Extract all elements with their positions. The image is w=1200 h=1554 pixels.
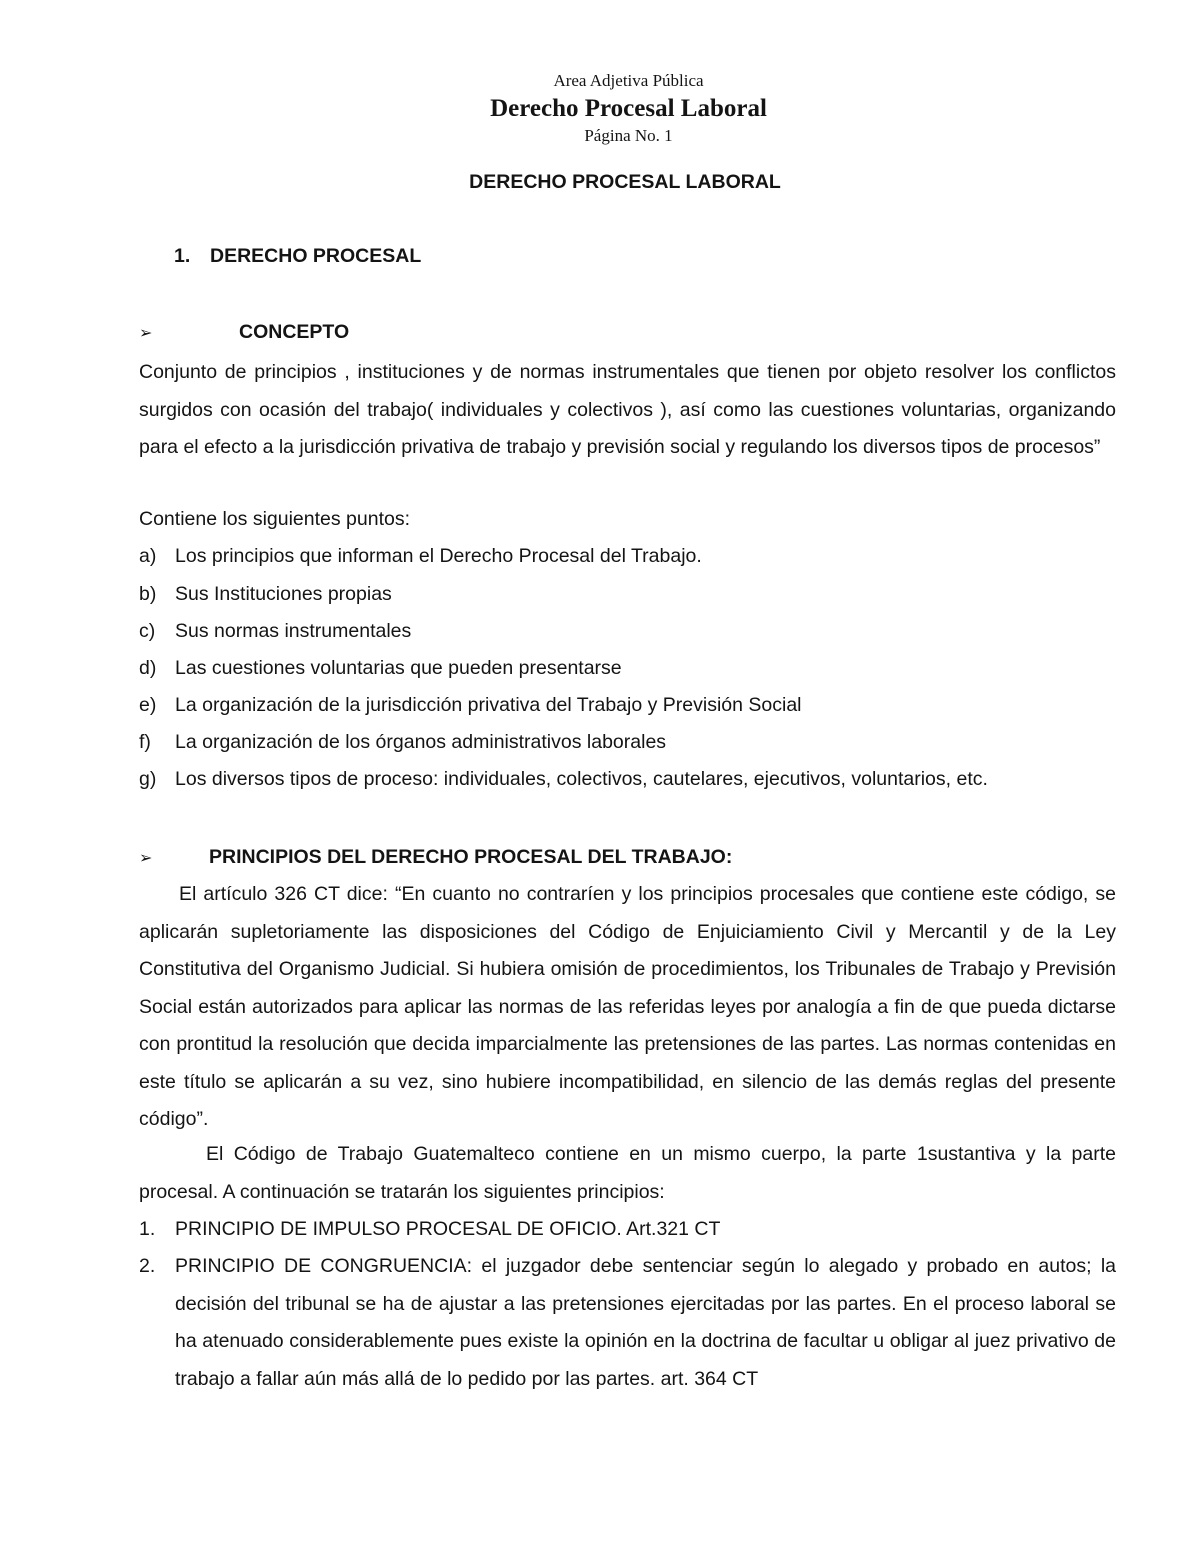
arrow-bullet-icon: ➢ (139, 323, 153, 342)
principle-item (139, 1211, 1116, 1249)
list-marker: e) (139, 694, 157, 716)
list-item (139, 731, 666, 754)
list-item-text: Sus Instituciones propias (175, 583, 392, 605)
principle-text: PRINCIPIO DE IMPULSO PROCESAL DE OFICIO. Art.321 CT (175, 1218, 721, 1240)
principle-item (139, 1248, 1116, 1398)
concepto-heading-label: CONCEPTO (239, 321, 350, 343)
list-item (139, 620, 411, 643)
list-item-text: Sus normas instrumentales (175, 620, 412, 642)
concepto-paragraph: Conjunto de principios , instituciones y de normas instrumentales que tienen por objeto resolver los conflictos surgidos con ocasión del trabajo( individuales y colectivos ), así como las cuestiones voluntarias, organizando para el efecto a la jurisdicción privativa de trabajo y previsión social y regulando los diversos tipos de procesos” (139, 361, 1116, 458)
list-item-text: La organización de la jurisdicción privativa del Trabajo y Previsión Social (175, 694, 802, 716)
section-title: DERECHO PROCESAL (210, 245, 422, 267)
header-area: Area Adjetiva Pública (553, 71, 704, 90)
principle-number: 1. (139, 1218, 156, 1240)
principle-number: 2. (139, 1255, 156, 1277)
list-item-text: La organización de los órganos administrativos laborales (175, 731, 667, 753)
codigo-paragraph: El Código de Trabajo Guatemalteco contiene en un mismo cuerpo, la parte 1sustantiva y la parte procesal. A continuación se tratarán los siguientes principios: (139, 1143, 1116, 1203)
principios-heading-label: PRINCIPIOS DEL DERECHO PROCESAL DEL TRABAJO: (209, 846, 733, 868)
list-item (139, 694, 802, 717)
list-marker: d) (139, 657, 157, 679)
page-title: DERECHO PROCESAL LABORAL (469, 171, 781, 193)
header-title: Derecho Procesal Laboral (490, 95, 767, 122)
arrow-bullet-icon: ➢ (139, 848, 153, 867)
points-intro: Contiene los siguientes puntos: (139, 508, 411, 530)
list-marker: c) (139, 620, 156, 642)
list-marker: g) (139, 768, 157, 790)
list-item-text: Las cuestiones voluntarias que pueden presentarse (175, 657, 622, 679)
article-326-paragraph: El artículo 326 CT dice: “En cuanto no contraríen y los principios procesales que contiene este código, se aplicarán supletoriamente las disposiciones del Código de Enjuiciamiento Civil y Mercantil y de la Ley Constitutiva del Organismo Judicial. Si hubiera omisión de procedimientos, los Tribunales de Trabajo y Previsión Social están autorizados para aplicar las normas de las referidas leyes por analogía a fin de que pueda dictarse con prontitud la resolución que decida imparcialmente las pretensiones de las partes. Las normas contenidas en este título se aplicarán a su vez, sino hubiere incompatibilidad, en silencio de las demás reglas del presente código”. (139, 883, 1116, 1130)
header-page-number: Página No. 1 (584, 126, 673, 145)
list-item (139, 545, 702, 568)
principle-text: PRINCIPIO DE CONGRUENCIA: el juzgador debe sentenciar según lo alegado y probado en autos; la decisión del tribunal se ha de ajustar a las pretensiones ejercitadas por las partes. En el proceso laboral se ha atenuado considerablemente pues existe la opinión en la doctrina de facultar u obligar al juez privativo de trabajo a fallar aún más allá de lo pedido por las partes. art. 364 CT (175, 1255, 1116, 1390)
list-item (139, 768, 988, 791)
list-item (139, 657, 622, 680)
list-marker: a) (139, 545, 157, 567)
list-item (139, 583, 392, 606)
section-number: 1. (174, 245, 191, 267)
list-item-text: Los principios que informan el Derecho Procesal del Trabajo. (175, 545, 702, 567)
section-heading (174, 245, 421, 268)
list-marker: f) (139, 731, 151, 753)
list-marker: b) (139, 583, 157, 605)
list-item-text: Los diversos tipos de proceso: individuales, colectivos, cautelares, ejecutivos, voluntarios, etc. (175, 768, 988, 790)
